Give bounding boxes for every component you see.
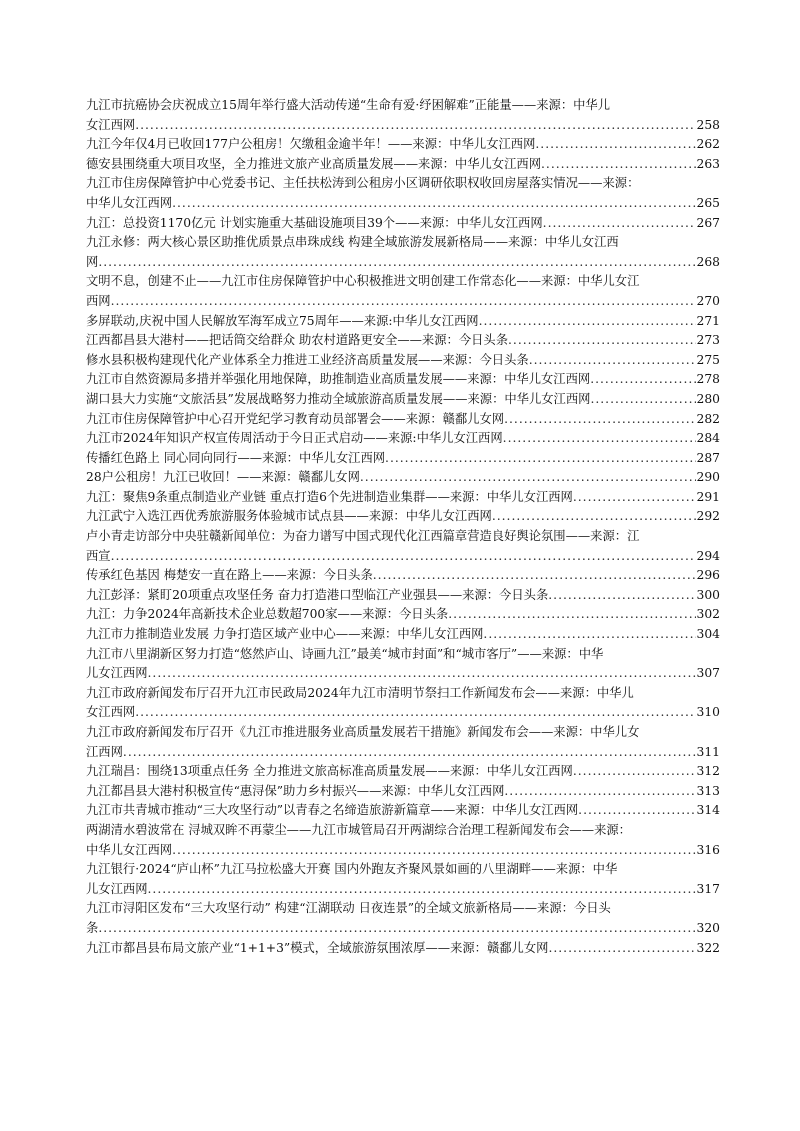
toc-entry-title-tail: 中华儿女江西网: [86, 842, 173, 857]
toc-page-number: 262: [696, 137, 720, 152]
toc-entry-title-tail: 九江武宁入选江西优秀旅游服务体验城市试点县——来源：中华儿女江西网: [86, 509, 492, 524]
dot-leader: [479, 312, 696, 332]
toc-page-number: 271: [696, 313, 720, 328]
toc-entry[interactable]: [86, 801, 720, 821]
toc-page-number: 275: [696, 352, 720, 367]
toc-leader-line: [86, 939, 720, 959]
toc-entry[interactable]: [86, 331, 720, 351]
toc-page-number: 300: [696, 587, 720, 602]
toc-page-number: 273: [696, 333, 720, 348]
toc-entry[interactable]: [86, 449, 720, 469]
dot-leader: [543, 214, 696, 234]
toc-entry-title: 九江市八里湖新区努力打造“悠然庐山、诗画九江”最美“城市封面”和“城市客厅”——来源：中华: [86, 646, 604, 661]
toc-leader-line: [86, 782, 720, 802]
toc-leader-line: [86, 625, 720, 645]
dot-leader: [548, 586, 695, 606]
toc-entry[interactable]: [86, 762, 720, 782]
toc-page-number: 268: [696, 254, 720, 269]
dot-leader: [111, 547, 696, 567]
toc-leader-line: [86, 253, 720, 273]
toc-leader-line: [86, 919, 720, 939]
toc-entry-title-tail: 九江今年仅4月已收回177户公租房！欠缴租金逾半年！——来源：中华儿女江西网: [86, 137, 536, 152]
toc-entry[interactable]: [86, 860, 720, 899]
toc-leader-line: [86, 155, 720, 175]
toc-leader-line: [86, 703, 720, 723]
toc-leader-line: [86, 605, 720, 625]
toc-entry[interactable]: [86, 370, 720, 390]
toc-entry-title-tail: 女江西网: [86, 117, 136, 132]
toc-page-number: 316: [696, 842, 720, 857]
toc-entry[interactable]: [86, 645, 720, 684]
toc-leader-line: [86, 390, 720, 410]
toc-entry-title-tail: 九江市2024年知识产权宣传周活动于今日正式启动——来源:中华儿女江西网: [86, 431, 503, 446]
toc-page-number: 270: [696, 293, 720, 308]
toc-page-number: 282: [696, 411, 720, 426]
toc-entry-title-tail: 江西网: [86, 744, 123, 759]
toc-entry-title-tail: 九江彭泽：紧盯20项重点攻坚任务 奋力打造港口型临江产业强县——来源：今日头条: [86, 587, 549, 602]
toc-entry[interactable]: [86, 96, 720, 135]
toc-page-number: 287: [696, 450, 720, 465]
toc-entry-title-tail: 网: [86, 254, 99, 269]
toc-page-number: 310: [696, 705, 720, 720]
dot-leader: [98, 919, 695, 939]
toc-leader-line: [86, 331, 720, 351]
toc-entry-title: 卢小青走访部分中央驻赣新闻单位：为奋力谱写中国式现代化江西篇章营造良好舆论氛围——来源：江: [86, 529, 640, 544]
toc-entry-title-tail: 中华儿女江西网: [86, 195, 173, 210]
toc-entry-title-tail: 28户公租房！九江已收回！——来源：赣鄱儿女网: [86, 470, 360, 485]
toc-entry[interactable]: [86, 351, 720, 371]
toc-page-number: 302: [696, 607, 720, 622]
toc-entry[interactable]: [86, 174, 720, 213]
toc-entry[interactable]: [86, 782, 720, 802]
toc-page-number: 292: [696, 509, 720, 524]
toc-leader-line: [86, 664, 720, 684]
toc-leader-line: [86, 841, 720, 861]
toc-leader-line: [86, 370, 720, 390]
toc-page-number: 311: [696, 744, 720, 759]
toc-page-number: 263: [696, 156, 720, 171]
dot-leader: [508, 331, 696, 351]
toc-leader-line: [86, 880, 720, 900]
toc-entry-title-tail: 九江都昌县大港村积极宣传“惠浔保”助力乡村振兴——来源：中华儿女江西网: [86, 783, 505, 798]
toc-leader-line: [86, 762, 720, 782]
dot-leader: [135, 116, 695, 136]
toc-entry-title: 九江永修：两大核心景区助推优质景点串珠成线 构建全域旅游发展新格局——来源：中华儿女江西: [86, 235, 619, 250]
dot-leader: [541, 155, 696, 175]
toc-page-number: 284: [696, 431, 720, 446]
toc-entry-title-tail: 江西都昌县大港村——把话筒交给群众 助农村道路更安全——来源：今日头条: [86, 333, 509, 348]
toc-leader-line: [86, 449, 720, 469]
toc-entry-title-tail: 九江瑞昌：围绕13项重点任务 全力推进文旅高标准高质量发展——来源：中华儿女江西网: [86, 764, 573, 779]
toc-entry[interactable]: [86, 939, 720, 959]
dot-leader: [148, 664, 696, 684]
dot-leader: [573, 762, 696, 782]
toc-entry[interactable]: [86, 214, 720, 234]
toc-leader-line: [86, 312, 720, 332]
toc-leader-line: [86, 488, 720, 508]
toc-leader-line: [86, 214, 720, 234]
toc-entry[interactable]: [86, 527, 720, 566]
toc-page-number: 320: [696, 920, 720, 935]
toc-entry[interactable]: [86, 390, 720, 410]
toc-entry[interactable]: [86, 233, 720, 272]
toc-entry-title: 文明不息，创建不止——九江市住房保障管护中心积极推进文明创建工作常态化——来源：中华儿女江: [86, 274, 640, 289]
toc-leader-line: [86, 801, 720, 821]
dot-leader: [172, 194, 695, 214]
toc-leader-line: [86, 194, 720, 214]
toc-entry-title-tail: 西宣: [86, 548, 111, 563]
toc-entry-title: 九江市政府新闻发布厅召开九江市民政局2024年九江市清明节祭扫工作新闻发布会——来源：中华儿: [86, 685, 634, 700]
dot-leader: [590, 370, 695, 390]
toc-leader-line: [86, 743, 720, 763]
toc-entry[interactable]: [86, 566, 720, 586]
toc-page-number: 280: [696, 391, 720, 406]
toc-leader-line: [86, 292, 720, 312]
dot-leader: [578, 801, 695, 821]
toc-entry[interactable]: [86, 605, 720, 625]
toc-entry[interactable]: [86, 410, 720, 430]
dot-leader: [148, 880, 696, 900]
toc-entry-title-tail: 九江：聚焦9条重点制造业产业链 重点打造6个先进制造业集群——来源：中华儿女江西网: [86, 489, 573, 504]
toc-leader-line: [86, 116, 720, 136]
toc-entry-title: 九江市抗癌协会庆祝成立15周年举行盛大活动传递“生命有爱·纾困解难”正能量——来源：中华儿: [86, 98, 611, 112]
toc-page-number: 294: [696, 548, 720, 563]
toc-leader-line: [86, 566, 720, 586]
toc-entry-title-tail: 九江：总投资1170亿元 计划实施重大基础设施项目39个——来源：中华儿女江西网: [86, 215, 543, 230]
toc-entry-title: 九江市住房保障管护中心党委书记、主任扶松涛到公租房小区调研依职权收回房屋落实情况——来源：: [86, 176, 640, 191]
toc-page-number: 267: [696, 215, 720, 230]
dot-leader: [529, 351, 696, 371]
toc-entry[interactable]: [86, 625, 720, 645]
toc-entry-title-tail: 条: [86, 920, 99, 935]
toc-leader-line: [86, 429, 720, 449]
dot-leader: [360, 468, 696, 488]
toc-entry-title-tail: 九江市住房保障管护中心召开党纪学习教育动员部署会——来源：赣鄱儿女网: [86, 411, 505, 426]
dot-leader: [483, 625, 695, 645]
toc-entry[interactable]: [86, 429, 720, 449]
toc-entry[interactable]: [86, 135, 720, 155]
dot-leader: [590, 390, 695, 410]
toc-page-number: 291: [696, 489, 720, 504]
toc-entry[interactable]: [86, 155, 720, 175]
toc-entry-title-tail: 九江：力争2024年高新技术企业总数超700家——来源：今日头条: [86, 607, 449, 622]
toc-entry[interactable]: [86, 899, 720, 938]
toc-entry[interactable]: [86, 272, 720, 311]
toc-entry[interactable]: [86, 507, 720, 527]
toc-entry-title-tail: 传承红色基因 梅楚安一直在路上——来源：今日头条: [86, 568, 373, 583]
toc-leader-line: [86, 351, 720, 371]
toc-page-number: 304: [696, 627, 720, 642]
dot-leader: [504, 782, 695, 802]
toc-page-number: 314: [696, 803, 720, 818]
toc-entry[interactable]: [86, 586, 720, 606]
toc-page-number: 307: [696, 666, 720, 681]
toc-leader-line: [86, 468, 720, 488]
toc-entry-title: 两湖清水碧波常在 浔城双眸不再蒙尘——九江市城管局召开两湖综合治理工程新闻发布会——来源：: [86, 822, 631, 837]
dot-leader: [123, 743, 696, 763]
toc-leader-line: [86, 586, 720, 606]
toc-entry[interactable]: [86, 723, 720, 762]
toc-entry-title-tail: 儿女江西网: [86, 881, 148, 896]
dot-leader: [504, 410, 695, 430]
toc-entry-title-tail: 德安县围绕重大项目攻坚，全力推进文旅产业高质量发展——来源：中华儿女江西网: [86, 156, 541, 171]
toc-page-number: 290: [696, 470, 720, 485]
toc-page-number: 258: [696, 117, 720, 132]
toc-entry-title: 九江银行·2024“庐山杯”九江马拉松盛大开赛 国内外跑友齐聚风景如画的八里湖畔——来源：中华: [86, 862, 618, 877]
dot-leader: [448, 605, 695, 625]
dot-leader: [548, 939, 695, 959]
toc-page-number: 322: [696, 940, 720, 955]
toc-entry-title-tail: 九江市共青城市推动“三大攻坚行动”以青春之名缔造旅游新篇章——来源：中华儿女江西网: [86, 803, 579, 818]
toc-entry-title: 九江市浔阳区发布“三大攻坚行动” 构建“江湖联动 日夜连景”的全域文旅新格局——来源：今日头: [86, 901, 611, 916]
toc-page-number: 312: [696, 764, 720, 779]
dot-leader: [385, 449, 695, 469]
toc-entry-title-tail: 湖口县大力实施“文旅活县”发展战略努力推动全域旅游高质量发展——来源：中华儿女江西网: [86, 391, 591, 406]
toc-entry-title-tail: 西网: [86, 293, 111, 308]
toc-entry[interactable]: [86, 488, 720, 508]
toc-entry[interactable]: [86, 821, 720, 860]
toc-page-number: 278: [696, 372, 720, 387]
toc-entry-title: 九江市政府新闻发布厅召开《九江市推进服务业高质量发展若干措施》新闻发布会——来源：中华儿女: [86, 725, 640, 739]
toc-page-number: 313: [696, 783, 720, 798]
toc-entry[interactable]: [86, 684, 720, 723]
dot-leader: [111, 292, 696, 312]
toc-page-number: 296: [696, 568, 720, 583]
toc-leader-line: [86, 547, 720, 567]
toc-entry-title-tail: 修水县积极构建现代化产业体系全力推进工业经济高质量发展——来源：今日头条: [86, 352, 529, 367]
dot-leader: [373, 566, 696, 586]
toc-entry-title-tail: 传播红色路上 同心同向同行——来源：中华儿女江西网: [86, 450, 386, 465]
toc-entry[interactable]: [86, 468, 720, 488]
toc-entry-title-tail: 九江市都昌县布局文旅产业“1+1+3”模式，全域旅游氛围浓厚——来源：赣鄱儿女网: [86, 940, 549, 955]
dot-leader: [492, 507, 696, 527]
dot-leader: [135, 703, 695, 723]
toc-leader-line: [86, 410, 720, 430]
toc-entry[interactable]: [86, 312, 720, 332]
table-of-contents: [86, 96, 720, 958]
toc-leader-line: [86, 507, 720, 527]
dot-leader: [98, 253, 695, 273]
toc-entry-title-tail: 九江市自然资源局多措并举强化用地保障，助推制造业高质量发展——来源：中华儿女江西网: [86, 372, 591, 387]
toc-page-number: 265: [696, 195, 720, 210]
toc-entry-title-tail: 女江西网: [86, 705, 136, 720]
toc-entry-title-tail: 九江市力推制造业发展 力争打造区域产业中心——来源：中华儿女江西网: [86, 627, 484, 642]
dot-leader: [535, 135, 695, 155]
dot-leader: [503, 429, 696, 449]
toc-leader-line: [86, 135, 720, 155]
dot-leader: [172, 841, 695, 861]
dot-leader: [573, 488, 696, 508]
toc-page-number: 317: [696, 881, 720, 896]
toc-entry-title-tail: 多屏联动,庆祝中国人民解放军海军成立75周年——来源:中华儿女江西网: [86, 313, 479, 328]
toc-entry-title-tail: 儿女江西网: [86, 666, 148, 681]
